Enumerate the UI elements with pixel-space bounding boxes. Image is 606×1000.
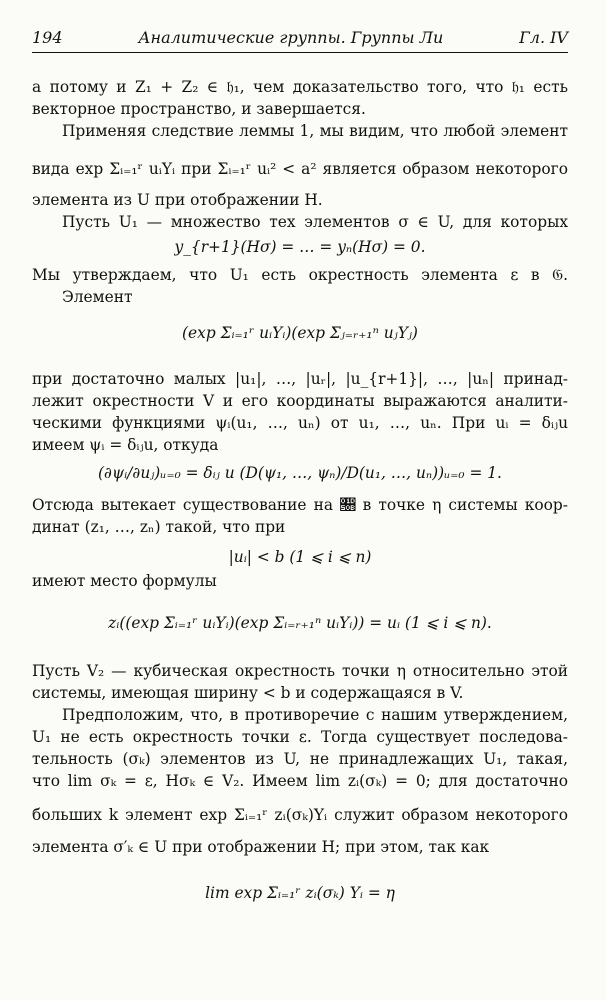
text-line: при достаточно малых |u₁|, …, |uᵣ|, |u_{r+1}|, …, |uₙ| принад- (32, 370, 568, 388)
text-line: элемента из U при отображении H. (32, 191, 323, 209)
text-line: а потому и Z₁ + Z₂ ∈ 𝔥₁, чем доказательство того, что 𝔥₁ есть (32, 78, 568, 96)
text-line: динат (z₁, …, zₙ) такой, что при (32, 518, 286, 536)
running-title: Аналитические группы. Группы Ли (138, 28, 444, 47)
text-line: системы, имеющая ширину < b и содержащаяся в V. (32, 684, 464, 702)
text-line: U₁ не есть окрестность точки ε. Тогда существует последова- (32, 728, 568, 746)
text-line: Применяя следствие леммы 1, мы видим, что любой элемент (62, 122, 568, 140)
text-line: Элемент (62, 288, 133, 306)
text-line: Предположим, что, в противоречие с нашим утверждением, (62, 706, 568, 724)
display-equation: |uᵢ| < b (1 ⩽ i ⩽ n) (228, 548, 372, 566)
text-line: имеем ψᵢ = δᵢⱼu, откуда (32, 436, 219, 454)
text-line: Пусть V₂ — кубическая окрестность точки η относительно этой (32, 662, 568, 680)
display-equation: (exp Σᵢ₌₁ʳ uᵢYᵢ)(exp Σⱼ₌ᵣ₊₁ⁿ uⱼYⱼ) (182, 324, 418, 342)
text-line: тельность (σₖ) элементов из U, не принадлежащих U₁, такая, (32, 750, 568, 768)
display-equation: lim exp Σᵢ₌₁ʳ zᵢ(σₖ) Yᵢ = η (205, 884, 395, 902)
display-equation: (∂ψᵢ/∂uⱼ)ᵤ₌₀ = δᵢⱼ и (D(ψ₁, …, ψₙ)/D(u₁, …, uₙ))ᵤ₌₀ = 1. (98, 464, 502, 482)
text-line: вида exp Σᵢ₌₁ʳ uᵢYᵢ при Σᵢ₌₁ʳ uᵢ² < a² является образом некоторого (32, 160, 568, 178)
text-line: лежит окрестности V и его координаты выражаются аналити- (32, 392, 568, 410)
text-line: векторное пространство, и завершается. (32, 100, 366, 118)
running-header (32, 28, 568, 53)
display-equation: y_{r+1}(Hσ) = … = yₙ(Hσ) = 0. (174, 238, 426, 256)
text-line: имеют место формулы (32, 572, 217, 590)
text-line: элемента σ′ₖ ∈ U при отображении H; при этом, так как (32, 838, 490, 856)
page-number: 194 (32, 28, 63, 47)
chapter-label: Гл. IV (519, 28, 568, 47)
text-line: что lim σₖ = ε, Hσₖ ∈ V₂. Имеем lim zᵢ(σₖ) = 0; для достаточно (32, 772, 568, 790)
text-line: Мы утверждаем, что U₁ есть окрестность элемента ε в 𝔊. (32, 266, 568, 284)
text-line: ческими функциями ψᵢ(u₁, …, uₙ) от u₁, …, uₙ. При uᵢ = δᵢⱼu (32, 414, 568, 432)
text-line: больших k элемент exp Σᵢ₌₁ʳ zᵢ(σₖ)Yᵢ служит образом некоторого (32, 806, 568, 824)
text-line: Отсюда вытекает существование на 𝔋 в точке η системы коор- (32, 496, 568, 514)
display-equation: zᵢ((exp Σᵢ₌₁ʳ uᵢYᵢ)(exp Σᵢ₌ᵣ₊₁ⁿ uᵢYᵢ)) = uᵢ (1 ⩽ i ⩽ n). (108, 614, 492, 632)
text-line: Пусть U₁ — множество тех элементов σ ∈ U, для которых (62, 213, 568, 231)
